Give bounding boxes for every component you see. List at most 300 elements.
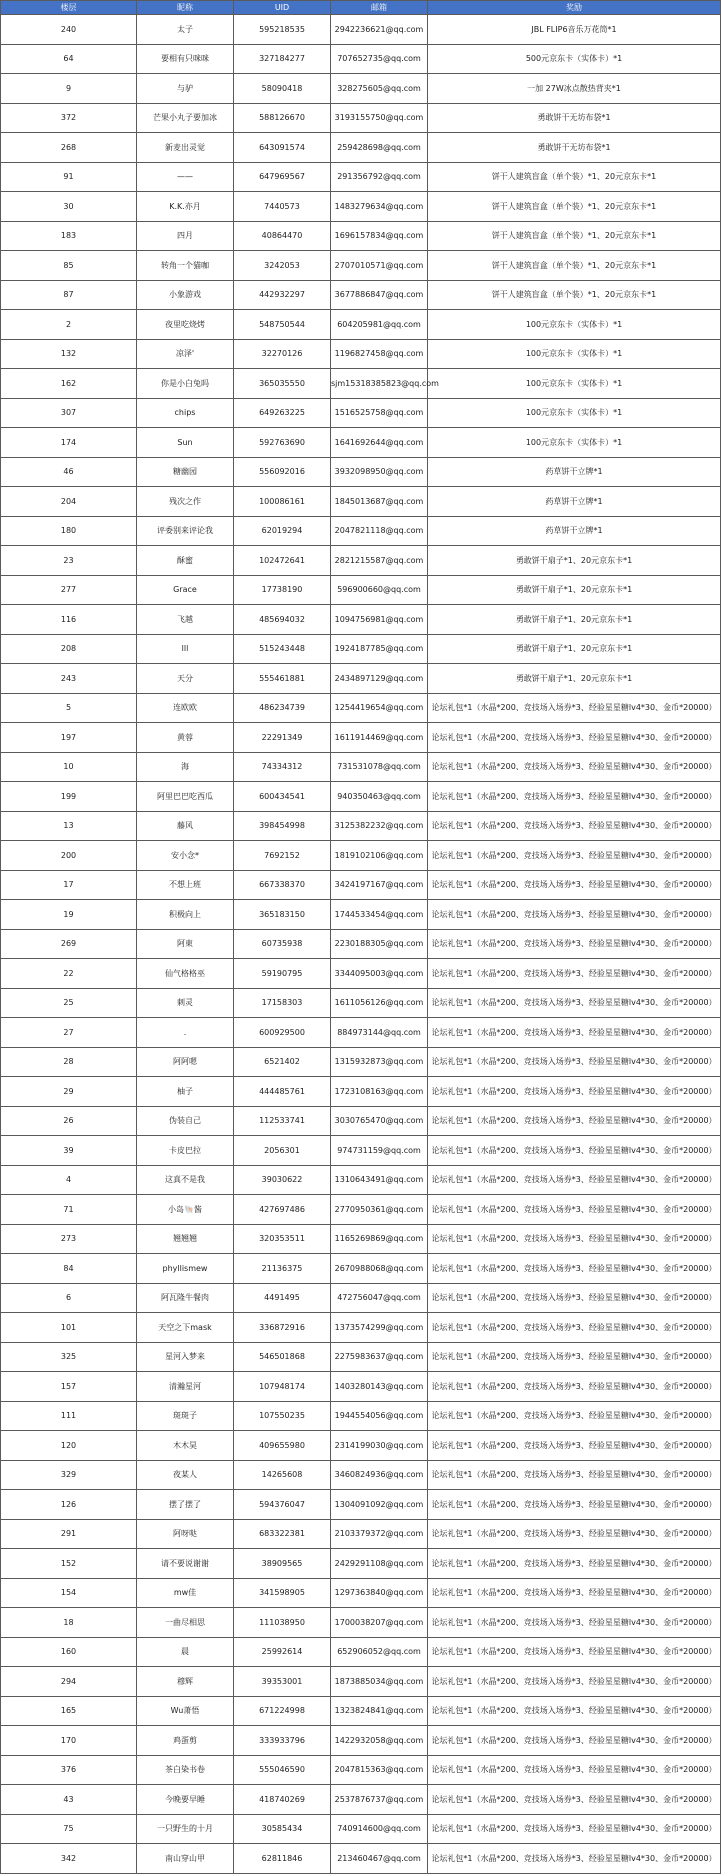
cell-uid: 30585434 (234, 1814, 331, 1844)
cell-reward: 论坛礼包*1（水晶*200、竞技场入场券*3、经验星星糖lv4*30、金币*20000） (428, 929, 721, 959)
cell-uid: 111038950 (234, 1608, 331, 1638)
cell-floor: 180 (1, 516, 137, 546)
table-row (1, 457, 721, 487)
cell-uid: 594376047 (234, 1490, 331, 1520)
table-row (1, 1077, 721, 1107)
cell-reward: 论坛礼包*1（水晶*200、竞技场入场券*3、经验星星糖lv4*30、金币*20000） (428, 1696, 721, 1726)
cell-nickname: 要相有只咪咪 (137, 44, 234, 74)
cell-reward: 论坛礼包*1（水晶*200、竞技场入场券*3、经验星星糖lv4*30、金币*20000） (428, 1224, 721, 1254)
cell-uid: 22291349 (234, 723, 331, 753)
table-row (1, 1460, 721, 1490)
cell-floor: 111 (1, 1401, 137, 1431)
cell-email: 1700038207@qq.com (331, 1608, 428, 1638)
cell-nickname: 酥蜜 (137, 546, 234, 576)
cell-floor: 160 (1, 1637, 137, 1667)
cell-reward: 论坛礼包*1（水晶*200、竞技场入场券*3、经验星星糖lv4*30、金币*20000） (428, 1254, 721, 1284)
cell-email: 1723108163@qq.com (331, 1077, 428, 1107)
cell-uid: 647969567 (234, 162, 331, 192)
table-row (1, 1667, 721, 1697)
cell-uid: 7440573 (234, 192, 331, 222)
cell-floor: 5 (1, 693, 137, 723)
table-row (1, 339, 721, 369)
table-row (1, 1106, 721, 1136)
cell-email: 740914600@qq.com (331, 1814, 428, 1844)
cell-floor: 22 (1, 959, 137, 989)
table-row (1, 1401, 721, 1431)
cell-floor: 27 (1, 1018, 137, 1048)
table-row (1, 1844, 721, 1874)
cell-reward: 论坛礼包*1（水晶*200、竞技场入场券*3、经验星星糖lv4*30、金币*20000） (428, 1726, 721, 1756)
cell-uid: 102472641 (234, 546, 331, 576)
cell-uid: 667338370 (234, 870, 331, 900)
table-row (1, 693, 721, 723)
cell-nickname: 这真不是我 (137, 1165, 234, 1195)
table-row (1, 1608, 721, 1638)
cell-nickname: 飞越 (137, 605, 234, 635)
cell-email: 1873885034@qq.com (331, 1667, 428, 1697)
cell-email: 1373574299@qq.com (331, 1313, 428, 1343)
table-row (1, 841, 721, 871)
cell-email: 3030765470@qq.com (331, 1106, 428, 1136)
cell-nickname: 天空之下mask (137, 1313, 234, 1343)
cell-nickname: Wu萧悟 (137, 1696, 234, 1726)
cell-reward: 100元京东卡（实体卡）*1 (428, 398, 721, 428)
table-row (1, 487, 721, 517)
cell-uid: 486234739 (234, 693, 331, 723)
cell-email: 2770950361@qq.com (331, 1195, 428, 1225)
cell-reward: 论坛礼包*1（水晶*200、竞技场入场券*3、经验星星糖lv4*30、金币*20000） (428, 1460, 721, 1490)
cell-email: 3193155750@qq.com (331, 103, 428, 133)
cell-reward: 药草饼干立牌*1 (428, 487, 721, 517)
cell-uid: 40864470 (234, 221, 331, 251)
cell-email: 974731159@qq.com (331, 1136, 428, 1166)
cell-uid: 418740269 (234, 1785, 331, 1815)
cell-uid: 100086161 (234, 487, 331, 517)
cell-uid: 409655980 (234, 1431, 331, 1461)
cell-reward: 论坛礼包*1（水晶*200、竞技场入场券*3、经验星星糖lv4*30、金币*20000） (428, 841, 721, 871)
cell-reward: 论坛礼包*1（水晶*200、竞技场入场券*3、经验星星糖lv4*30、金币*20000） (428, 959, 721, 989)
cell-email: 1254419654@qq.com (331, 693, 428, 723)
cell-reward: 饼干人建筑盲盒（单个装）*1、20元京东卡*1 (428, 280, 721, 310)
cell-email: 2103379372@qq.com (331, 1519, 428, 1549)
cell-floor: 269 (1, 929, 137, 959)
cell-nickname: 藤风 (137, 811, 234, 841)
cell-reward: 论坛礼包*1（水晶*200、竞技场入场券*3、经验星星糖lv4*30、金币*20000） (428, 988, 721, 1018)
cell-nickname: 木木昊 (137, 1431, 234, 1461)
cell-reward: 论坛礼包*1（水晶*200、竞技场入场券*3、经验星星糖lv4*30、金币*20000） (428, 1047, 721, 1077)
cell-reward: 饼干人建筑盲盒（单个装）*1、20元京东卡*1 (428, 162, 721, 192)
table-row (1, 310, 721, 340)
cell-floor: 329 (1, 1460, 137, 1490)
cell-floor: 154 (1, 1578, 137, 1608)
cell-uid: 58090418 (234, 74, 331, 104)
cell-nickname: 今晚要早睡 (137, 1785, 234, 1815)
cell-email: 596900660@qq.com (331, 575, 428, 605)
table-row (1, 251, 721, 281)
cell-email: 1696157834@qq.com (331, 221, 428, 251)
cell-reward: 勇敢饼干扇子*1、20元京东卡*1 (428, 634, 721, 664)
cell-nickname: 积极向上 (137, 900, 234, 930)
cell-floor: 26 (1, 1106, 137, 1136)
cell-email: 652906052@qq.com (331, 1637, 428, 1667)
cell-nickname: —— (137, 162, 234, 192)
cell-email: 2942236621@qq.com (331, 15, 428, 45)
cell-floor: 71 (1, 1195, 137, 1225)
cell-email: 604205981@qq.com (331, 310, 428, 340)
cell-floor: 273 (1, 1224, 137, 1254)
cell-email: 1845013687@qq.com (331, 487, 428, 517)
cell-reward: 论坛礼包*1（水晶*200、竞技场入场券*3、经验星星糖lv4*30、金币*20000） (428, 1401, 721, 1431)
table-row (1, 1814, 721, 1844)
cell-reward: 论坛礼包*1（水晶*200、竞技场入场券*3、经验星星糖lv4*30、金币*20000） (428, 1814, 721, 1844)
cell-uid: 6521402 (234, 1047, 331, 1077)
cell-uid: 112533741 (234, 1106, 331, 1136)
cell-uid: 683322381 (234, 1519, 331, 1549)
cell-email: 1323824841@qq.com (331, 1696, 428, 1726)
table-row (1, 280, 721, 310)
cell-uid: 365035550 (234, 369, 331, 399)
cell-email: 1315932873@qq.com (331, 1047, 428, 1077)
cell-floor: 174 (1, 428, 137, 458)
cell-nickname: 阿里巴巴吃西瓜 (137, 782, 234, 812)
cell-reward: 论坛礼包*1（水晶*200、竞技场入场券*3、经验星星糖lv4*30、金币*20000） (428, 1283, 721, 1313)
cell-uid: 320353511 (234, 1224, 331, 1254)
cell-nickname: 天分 (137, 664, 234, 694)
cell-floor: 28 (1, 1047, 137, 1077)
cell-uid: 546501868 (234, 1342, 331, 1372)
table-row (1, 664, 721, 694)
cell-nickname: 你是小白兔吗 (137, 369, 234, 399)
cell-reward: 论坛礼包*1（水晶*200、竞技场入场券*3、经验星星糖lv4*30、金币*20000） (428, 870, 721, 900)
cell-uid: 17738190 (234, 575, 331, 605)
cell-uid: 59190795 (234, 959, 331, 989)
cell-uid: 39353001 (234, 1667, 331, 1697)
cell-uid: 341598905 (234, 1578, 331, 1608)
cell-floor: 277 (1, 575, 137, 605)
cell-nickname: 阿阿嗯 (137, 1047, 234, 1077)
cell-floor: 307 (1, 398, 137, 428)
cell-email: 707652735@qq.com (331, 44, 428, 74)
header-uid: UID (234, 1, 331, 15)
cell-email: 1196827458@qq.com (331, 339, 428, 369)
table-row (1, 1372, 721, 1402)
table-row (1, 192, 721, 222)
cell-uid: 556092016 (234, 457, 331, 487)
cell-email: 328275605@qq.com (331, 74, 428, 104)
cell-nickname: 评委别来评论我 (137, 516, 234, 546)
table-row (1, 103, 721, 133)
cell-floor: 23 (1, 546, 137, 576)
table-row (1, 1549, 721, 1579)
cell-email: 2047815363@qq.com (331, 1755, 428, 1785)
cell-floor: 46 (1, 457, 137, 487)
cell-email: 1403280143@qq.com (331, 1372, 428, 1402)
cell-uid: 333933796 (234, 1726, 331, 1756)
cell-reward: 一加 27W冰点散热背夹*1 (428, 74, 721, 104)
cell-uid: 107948174 (234, 1372, 331, 1402)
cell-floor: 170 (1, 1726, 137, 1756)
table-row (1, 428, 721, 458)
cell-uid: 107550235 (234, 1401, 331, 1431)
cell-email: 2314199030@qq.com (331, 1431, 428, 1461)
table-row (1, 1578, 721, 1608)
cell-nickname: chips (137, 398, 234, 428)
cell-nickname: Sun (137, 428, 234, 458)
cell-reward: JBL FLIP6音乐万花筒*1 (428, 15, 721, 45)
cell-nickname: 安小念* (137, 841, 234, 871)
cell-email: 2537876737@qq.com (331, 1785, 428, 1815)
cell-reward: 药草饼干立牌*1 (428, 516, 721, 546)
cell-reward: 饼干人建筑盲盒（单个装）*1、20元京东卡*1 (428, 221, 721, 251)
cell-uid: 671224998 (234, 1696, 331, 1726)
cell-reward: 论坛礼包*1（水晶*200、竞技场入场券*3、经验星星糖lv4*30、金币*20000） (428, 1136, 721, 1166)
cell-reward: 论坛礼包*1（水晶*200、竞技场入场券*3、经验星星糖lv4*30、金币*20000） (428, 752, 721, 782)
table-row (1, 1136, 721, 1166)
cell-floor: 101 (1, 1313, 137, 1343)
cell-email: 2670988068@qq.com (331, 1254, 428, 1284)
cell-reward: 勇敢饼干无坊布袋*1 (428, 133, 721, 163)
cell-nickname: 四月 (137, 221, 234, 251)
cell-reward: 药草饼干立牌*1 (428, 457, 721, 487)
cell-email: 2821215587@qq.com (331, 546, 428, 576)
cell-email: 1310643491@qq.com (331, 1165, 428, 1195)
cell-uid: 427697486 (234, 1195, 331, 1225)
cell-uid: 600434541 (234, 782, 331, 812)
cell-nickname: 小象游戏 (137, 280, 234, 310)
cell-email: 1483279634@qq.com (331, 192, 428, 222)
cell-floor: 197 (1, 723, 137, 753)
cell-email: 1094756981@qq.com (331, 605, 428, 635)
cell-email: 1944554056@qq.com (331, 1401, 428, 1431)
cell-reward: 论坛礼包*1（水晶*200、竞技场入场券*3、经验星星糖lv4*30、金币*20000） (428, 1608, 721, 1638)
cell-nickname: 夜里吃烧烤 (137, 310, 234, 340)
cell-reward: 论坛礼包*1（水晶*200、竞技场入场券*3、经验星星糖lv4*30、金币*20000） (428, 693, 721, 723)
cell-uid: 592763690 (234, 428, 331, 458)
cell-floor: 372 (1, 103, 137, 133)
cell-email: 1165269869@qq.com (331, 1224, 428, 1254)
cell-nickname: 与驴 (137, 74, 234, 104)
cell-nickname: 仙气格格巫 (137, 959, 234, 989)
table-row (1, 15, 721, 45)
cell-uid: 444485761 (234, 1077, 331, 1107)
cell-reward: 500元京东卡（实体卡）*1 (428, 44, 721, 74)
table-row (1, 605, 721, 635)
table-row (1, 1785, 721, 1815)
cell-reward: 论坛礼包*1（水晶*200、竞技场入场券*3、经验星星糖lv4*30、金币*20000） (428, 782, 721, 812)
cell-floor: 84 (1, 1254, 137, 1284)
cell-reward: 勇敢饼干无坊布袋*1 (428, 103, 721, 133)
table-row (1, 1224, 721, 1254)
cell-uid: 2056301 (234, 1136, 331, 1166)
cell-nickname: 残次之作 (137, 487, 234, 517)
cell-floor: 6 (1, 1283, 137, 1313)
table-row (1, 723, 721, 753)
cell-nickname: 连欧欧 (137, 693, 234, 723)
cell-floor: 342 (1, 1844, 137, 1874)
cell-uid: 365183150 (234, 900, 331, 930)
cell-reward: 论坛礼包*1（水晶*200、竞技场入场券*3、经验星星糖lv4*30、金币*20000） (428, 1106, 721, 1136)
cell-reward: 饼干人建筑盲盒（单个装）*1、20元京东卡*1 (428, 192, 721, 222)
cell-nickname: 阿呀哒 (137, 1519, 234, 1549)
cell-uid: 649263225 (234, 398, 331, 428)
cell-uid: 515243448 (234, 634, 331, 664)
cell-email: 1611914469@qq.com (331, 723, 428, 753)
cell-email: 1924187785@qq.com (331, 634, 428, 664)
cell-reward: 100元京东卡（实体卡）*1 (428, 310, 721, 340)
cell-email: 2429291108@qq.com (331, 1549, 428, 1579)
cell-email: 2047821118@qq.com (331, 516, 428, 546)
cell-nickname: 凉泽' (137, 339, 234, 369)
cell-uid: 21136375 (234, 1254, 331, 1284)
cell-uid: 327184277 (234, 44, 331, 74)
cell-reward: 论坛礼包*1（水晶*200、竞技场入场券*3、经验星星糖lv4*30、金币*20000） (428, 1667, 721, 1697)
cell-nickname: . (137, 1018, 234, 1048)
cell-floor: 9 (1, 74, 137, 104)
cell-reward: 论坛礼包*1（水晶*200、竞技场入场券*3、经验星星糖lv4*30、金币*20000） (428, 1165, 721, 1195)
cell-email: 2707010571@qq.com (331, 251, 428, 281)
cell-uid: 17158303 (234, 988, 331, 1018)
table-row (1, 1313, 721, 1343)
cell-email: 1422932058@qq.com (331, 1726, 428, 1756)
cell-reward: 论坛礼包*1（水晶*200、竞技场入场券*3、经验星星糖lv4*30、金币*20000） (428, 1342, 721, 1372)
table-row (1, 1637, 721, 1667)
cell-email: 1297363840@qq.com (331, 1578, 428, 1608)
table-row (1, 398, 721, 428)
cell-nickname: 小岛🐚酱 (137, 1195, 234, 1225)
cell-nickname: 芒果小丸子要加冰 (137, 103, 234, 133)
cell-uid: 3242053 (234, 251, 331, 281)
cell-floor: 30 (1, 192, 137, 222)
cell-reward: 论坛礼包*1（水晶*200、竞技场入场券*3、经验星星糖lv4*30、金币*20000） (428, 1431, 721, 1461)
cell-nickname: 请不要说谢谢 (137, 1549, 234, 1579)
cell-nickname: phyllismew (137, 1254, 234, 1284)
table-row (1, 811, 721, 841)
cell-email: 2230188305@qq.com (331, 929, 428, 959)
cell-reward: 论坛礼包*1（水晶*200、竞技场入场券*3、经验星星糖lv4*30、金币*20000） (428, 1785, 721, 1815)
cell-floor: 19 (1, 900, 137, 930)
cell-reward: 勇敢饼干扇子*1、20元京东卡*1 (428, 575, 721, 605)
table-row (1, 929, 721, 959)
cell-uid: 398454998 (234, 811, 331, 841)
cell-email: 1744533454@qq.com (331, 900, 428, 930)
cell-nickname: 新麦出灵觉 (137, 133, 234, 163)
header-reward: 奖励 (428, 1, 721, 15)
cell-nickname: 清瀚星河 (137, 1372, 234, 1402)
cell-nickname: 黄蓉 (137, 723, 234, 753)
cell-reward: 论坛礼包*1（水晶*200、竞技场入场券*3、经验星星糖lv4*30、金币*20000） (428, 1195, 721, 1225)
cell-nickname: 糖幽园 (137, 457, 234, 487)
cell-nickname: 转角一个猫咖 (137, 251, 234, 281)
cell-nickname: 晨 (137, 1637, 234, 1667)
cell-uid: 7692152 (234, 841, 331, 871)
cell-floor: 4 (1, 1165, 137, 1195)
cell-floor: 165 (1, 1696, 137, 1726)
cell-floor: 18 (1, 1608, 137, 1638)
table-row (1, 133, 721, 163)
cell-nickname: 刺灵 (137, 988, 234, 1018)
table-row (1, 1755, 721, 1785)
cell-uid: 485694032 (234, 605, 331, 635)
table-row (1, 752, 721, 782)
table-row (1, 900, 721, 930)
cell-uid: 62019294 (234, 516, 331, 546)
cell-nickname: 不想上班 (137, 870, 234, 900)
cell-floor: 132 (1, 339, 137, 369)
cell-floor: 116 (1, 605, 137, 635)
cell-email: 1641692644@qq.com (331, 428, 428, 458)
cell-uid: 60735938 (234, 929, 331, 959)
table-row (1, 1431, 721, 1461)
cell-floor: 75 (1, 1814, 137, 1844)
cell-floor: 243 (1, 664, 137, 694)
cell-floor: 268 (1, 133, 137, 163)
cell-reward: 论坛礼包*1（水晶*200、竞技场入场券*3、经验星星糖lv4*30、金币*20000） (428, 1844, 721, 1874)
cell-nickname: 斑斑子 (137, 1401, 234, 1431)
cell-uid: 588126670 (234, 103, 331, 133)
cell-reward: 100元京东卡（实体卡）*1 (428, 369, 721, 399)
cell-email: 3125382232@qq.com (331, 811, 428, 841)
cell-floor: 376 (1, 1755, 137, 1785)
cell-nickname: 夜某人 (137, 1460, 234, 1490)
table-row (1, 516, 721, 546)
cell-reward: 论坛礼包*1（水晶*200、竞技场入场券*3、经验星星糖lv4*30、金币*20000） (428, 1018, 721, 1048)
cell-email: 3424197167@qq.com (331, 870, 428, 900)
cell-nickname: mw佳 (137, 1578, 234, 1608)
cell-nickname: 伪装自己 (137, 1106, 234, 1136)
table-body (1, 15, 721, 1874)
cell-floor: 208 (1, 634, 137, 664)
cell-email: 1304091092@qq.com (331, 1490, 428, 1520)
cell-reward: 论坛礼包*1（水晶*200、竞技场入场券*3、经验星星糖lv4*30、金币*20000） (428, 1519, 721, 1549)
cell-floor: 204 (1, 487, 137, 517)
cell-floor: 291 (1, 1519, 137, 1549)
cell-uid: 595218535 (234, 15, 331, 45)
cell-reward: 论坛礼包*1（水晶*200、竞技场入场券*3、经验星星糖lv4*30、金币*20000） (428, 900, 721, 930)
cell-uid: 548750544 (234, 310, 331, 340)
cell-reward: 论坛礼包*1（水晶*200、竞技场入场券*3、经验星星糖lv4*30、金币*20000） (428, 1549, 721, 1579)
cell-reward: 饼干人建筑盲盒（单个装）*1、20元京东卡*1 (428, 251, 721, 281)
cell-nickname: K.K.亦月 (137, 192, 234, 222)
cell-uid: 555461881 (234, 664, 331, 694)
cell-reward: 论坛礼包*1（水晶*200、竞技场入场券*3、经验星星糖lv4*30、金币*20000） (428, 1637, 721, 1667)
cell-nickname: 一只野生的十月 (137, 1814, 234, 1844)
cell-uid: 442932297 (234, 280, 331, 310)
cell-reward: 论坛礼包*1（水晶*200、竞技场入场券*3、经验星星糖lv4*30、金币*20000） (428, 1313, 721, 1343)
cell-floor: 91 (1, 162, 137, 192)
cell-reward: 100元京东卡（实体卡）*1 (428, 428, 721, 458)
cell-nickname: 柚子 (137, 1077, 234, 1107)
table-row (1, 1283, 721, 1313)
table-row (1, 782, 721, 812)
cell-nickname: 鸡蛋剪 (137, 1726, 234, 1756)
cell-email: 3460824936@qq.com (331, 1460, 428, 1490)
cell-email: sjm15318385823@qq.com (331, 369, 428, 399)
cell-nickname: 穆辉 (137, 1667, 234, 1697)
table-row (1, 74, 721, 104)
cell-floor: 2 (1, 310, 137, 340)
cell-floor: 325 (1, 1342, 137, 1372)
cell-floor: 183 (1, 221, 137, 251)
cell-nickname: 海 (137, 752, 234, 782)
cell-floor: 199 (1, 782, 137, 812)
cell-floor: 120 (1, 1431, 137, 1461)
table-row (1, 1726, 721, 1756)
table-row (1, 1018, 721, 1048)
cell-email: 884973144@qq.com (331, 1018, 428, 1048)
table-row (1, 1519, 721, 1549)
cell-nickname: 阿瓦隆牛餐肉 (137, 1283, 234, 1313)
cell-nickname: 摆了摆了 (137, 1490, 234, 1520)
